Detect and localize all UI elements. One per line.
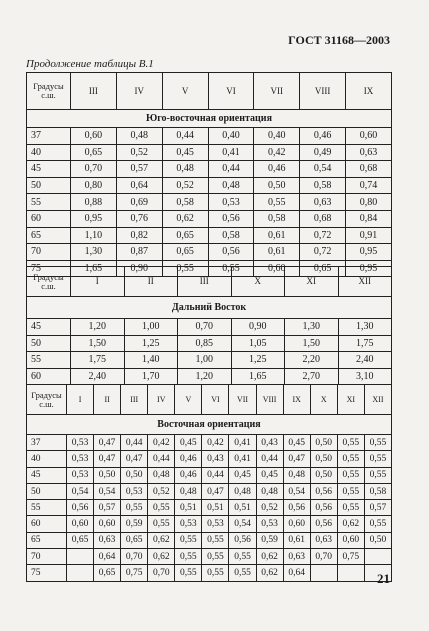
value-cell: 0,48 xyxy=(256,483,283,499)
value-cell: 0,60 xyxy=(94,516,121,532)
month-header: XII xyxy=(364,385,391,415)
latitude-cell: 40 xyxy=(27,451,67,467)
section-title: Юго-восточная ориентация xyxy=(27,110,392,128)
value-cell: 0,65 xyxy=(94,565,121,581)
value-cell: 0,46 xyxy=(175,451,202,467)
value-cell: 0,50 xyxy=(310,451,337,467)
value-cell: 2,70 xyxy=(285,368,339,385)
month-header: IV xyxy=(116,73,162,110)
latitude-cell: 75 xyxy=(27,565,67,581)
value-cell: 0,55 xyxy=(364,467,391,483)
latitude-header: Градусы с.ш. xyxy=(27,73,71,110)
value-cell: 0,60 xyxy=(337,532,364,548)
value-cell: 0,55 xyxy=(175,549,202,565)
value-cell: 0,63 xyxy=(300,194,346,211)
value-cell xyxy=(310,565,337,581)
value-cell: 1,65 xyxy=(71,260,117,277)
value-cell: 0,60 xyxy=(254,260,300,277)
value-cell: 0,49 xyxy=(300,144,346,161)
value-cell xyxy=(67,565,94,581)
table-row xyxy=(27,227,392,244)
value-cell: 0,48 xyxy=(148,467,175,483)
table-row xyxy=(27,128,392,145)
table-row xyxy=(27,516,392,532)
value-cell: 0,47 xyxy=(94,451,121,467)
value-cell: 0,58 xyxy=(162,194,208,211)
month-header: X xyxy=(310,385,337,415)
value-cell xyxy=(364,549,391,565)
value-cell: 0,57 xyxy=(364,500,391,516)
value-cell: 0,95 xyxy=(346,244,392,261)
value-cell: 0,41 xyxy=(229,435,256,451)
value-cell: 0,44 xyxy=(202,467,229,483)
value-cell: 0,48 xyxy=(175,483,202,499)
value-cell: 0,55 xyxy=(162,260,208,277)
value-cell: 0,47 xyxy=(94,435,121,451)
latitude-header: Градусы с.ш. xyxy=(27,267,71,297)
value-cell: 0,47 xyxy=(283,451,310,467)
value-cell: 0,60 xyxy=(283,516,310,532)
value-cell: 0,55 xyxy=(175,565,202,581)
month-header: VI xyxy=(202,385,229,415)
month-header: VII xyxy=(229,385,256,415)
value-cell: 0,41 xyxy=(229,451,256,467)
page-number: 21 xyxy=(377,571,390,586)
value-cell: 0,47 xyxy=(121,451,148,467)
month-header: VIII xyxy=(300,73,346,110)
value-cell: 1,25 xyxy=(231,352,285,369)
value-cell: 0,42 xyxy=(202,435,229,451)
table-row xyxy=(27,451,392,467)
value-cell: 0,48 xyxy=(162,161,208,178)
value-cell: 0,45 xyxy=(229,467,256,483)
document-code: ГОСТ 31168—2003 xyxy=(288,33,390,47)
value-cell: 0,62 xyxy=(162,210,208,227)
value-cell: 0,55 xyxy=(148,500,175,516)
value-cell: 1,70 xyxy=(124,368,178,385)
value-cell: 0,48 xyxy=(229,483,256,499)
value-cell: 0,55 xyxy=(337,451,364,467)
table-row xyxy=(27,210,392,227)
value-cell: 0,91 xyxy=(346,227,392,244)
value-cell: 0,43 xyxy=(202,451,229,467)
value-cell: 0,55 xyxy=(121,500,148,516)
table-far-east xyxy=(26,266,392,385)
table-row xyxy=(27,565,392,581)
value-cell: 1,50 xyxy=(285,335,339,352)
value-cell: 0,53 xyxy=(67,451,94,467)
value-cell: 1,65 xyxy=(231,368,285,385)
value-cell: 0,57 xyxy=(94,500,121,516)
value-cell: 0,52 xyxy=(256,500,283,516)
value-cell: 0,70 xyxy=(148,565,175,581)
month-header: III xyxy=(121,385,148,415)
value-cell: 0,54 xyxy=(283,483,310,499)
value-cell: 0,51 xyxy=(202,500,229,516)
value-cell: 0,54 xyxy=(94,483,121,499)
table-row xyxy=(27,144,392,161)
month-header: V xyxy=(175,385,202,415)
value-cell: 0,60 xyxy=(346,128,392,145)
value-cell: 0,52 xyxy=(162,177,208,194)
latitude-cell: 50 xyxy=(27,335,71,352)
value-cell: 0,84 xyxy=(346,210,392,227)
value-cell: 0,55 xyxy=(208,260,254,277)
value-cell: 0,55 xyxy=(337,500,364,516)
value-cell: 2,40 xyxy=(71,368,125,385)
value-cell: 1,10 xyxy=(71,227,117,244)
value-cell: 0,62 xyxy=(148,532,175,548)
value-cell: 0,55 xyxy=(337,435,364,451)
value-cell: 0,63 xyxy=(346,144,392,161)
value-cell: 0,57 xyxy=(116,161,162,178)
value-cell: 0,50 xyxy=(121,467,148,483)
table-row xyxy=(27,161,392,178)
value-cell: 1,75 xyxy=(338,335,392,352)
value-cell: 0,65 xyxy=(71,144,117,161)
value-cell: 0,53 xyxy=(256,516,283,532)
value-cell: 0,59 xyxy=(121,516,148,532)
value-cell: 0,42 xyxy=(254,144,300,161)
latitude-cell: 37 xyxy=(27,435,67,451)
month-header: VII xyxy=(254,73,300,110)
month-header: VI xyxy=(208,73,254,110)
value-cell: 0,50 xyxy=(254,177,300,194)
month-header: VIII xyxy=(256,385,283,415)
table-row xyxy=(27,368,392,385)
value-cell: 0,44 xyxy=(256,451,283,467)
value-cell: 0,55 xyxy=(364,435,391,451)
table-continuation-caption: Продолжение таблицы В.1 xyxy=(26,58,154,70)
value-cell: 0,48 xyxy=(116,128,162,145)
value-cell: 0,45 xyxy=(175,435,202,451)
value-cell: 0,65 xyxy=(162,244,208,261)
value-cell: 1,30 xyxy=(338,319,392,336)
value-cell: 0,87 xyxy=(116,244,162,261)
table-row xyxy=(27,435,392,451)
month-header: IX xyxy=(283,385,310,415)
value-cell: 1,50 xyxy=(71,335,125,352)
value-cell: 0,45 xyxy=(283,435,310,451)
value-cell: 0,53 xyxy=(121,483,148,499)
value-cell: 0,61 xyxy=(254,244,300,261)
value-cell: 0,59 xyxy=(256,532,283,548)
month-header: II xyxy=(124,267,178,297)
month-header: V xyxy=(162,73,208,110)
value-cell: 0,48 xyxy=(283,467,310,483)
value-cell: 0,56 xyxy=(283,500,310,516)
value-cell: 1,20 xyxy=(178,368,232,385)
section-row xyxy=(27,297,392,319)
value-cell: 2,40 xyxy=(338,352,392,369)
latitude-cell: 75 xyxy=(27,260,71,277)
value-cell: 0,55 xyxy=(202,565,229,581)
value-cell: 0,50 xyxy=(364,532,391,548)
value-cell: 0,44 xyxy=(162,128,208,145)
month-header: I xyxy=(71,267,125,297)
value-cell xyxy=(67,549,94,565)
value-cell: 0,56 xyxy=(208,210,254,227)
month-header: IX xyxy=(346,73,392,110)
value-cell: 1,30 xyxy=(71,244,117,261)
value-cell: 0,46 xyxy=(175,467,202,483)
value-cell: 0,64 xyxy=(116,177,162,194)
header-row xyxy=(27,267,392,297)
value-cell: 0,53 xyxy=(67,467,94,483)
value-cell: 0,68 xyxy=(300,210,346,227)
value-cell: 0,60 xyxy=(67,516,94,532)
table-southeast-orientation xyxy=(26,72,392,277)
value-cell: 0,90 xyxy=(116,260,162,277)
value-cell: 0,65 xyxy=(300,260,346,277)
value-cell: 0,75 xyxy=(121,565,148,581)
value-cell: 0,61 xyxy=(283,532,310,548)
value-cell: 0,54 xyxy=(300,161,346,178)
latitude-cell: 40 xyxy=(27,144,71,161)
value-cell: 0,43 xyxy=(256,435,283,451)
value-cell: 0,44 xyxy=(208,161,254,178)
value-cell: 0,55 xyxy=(202,532,229,548)
latitude-cell: 65 xyxy=(27,227,71,244)
value-cell: 0,80 xyxy=(71,177,117,194)
value-cell: 0,70 xyxy=(71,161,117,178)
latitude-cell: 65 xyxy=(27,532,67,548)
value-cell: 0,88 xyxy=(71,194,117,211)
value-cell: 0,62 xyxy=(256,549,283,565)
value-cell: 0,95 xyxy=(71,210,117,227)
latitude-cell: 70 xyxy=(27,549,67,565)
value-cell: 0,51 xyxy=(175,500,202,516)
value-cell: 0,56 xyxy=(67,500,94,516)
latitude-cell: 55 xyxy=(27,500,67,516)
value-cell: 0,40 xyxy=(254,128,300,145)
section-row xyxy=(27,110,392,128)
value-cell: 1,20 xyxy=(71,319,125,336)
value-cell: 0,56 xyxy=(310,516,337,532)
value-cell: 0,53 xyxy=(208,194,254,211)
month-header: III xyxy=(71,73,117,110)
latitude-cell: 45 xyxy=(27,319,71,336)
value-cell: 0,69 xyxy=(116,194,162,211)
value-cell: 0,72 xyxy=(300,227,346,244)
value-cell: 0,40 xyxy=(208,128,254,145)
table-row xyxy=(27,194,392,211)
value-cell: 0,55 xyxy=(337,467,364,483)
value-cell: 0,50 xyxy=(94,467,121,483)
value-cell: 0,51 xyxy=(229,500,256,516)
latitude-header: Градусы с.ш. xyxy=(27,385,67,415)
value-cell: 0,85 xyxy=(178,335,232,352)
section-title: Восточная ориентация xyxy=(27,415,392,435)
value-cell: 0,56 xyxy=(229,532,256,548)
value-cell: 0,60 xyxy=(71,128,117,145)
month-header: X xyxy=(231,267,285,297)
value-cell: 0,76 xyxy=(116,210,162,227)
value-cell: 0,55 xyxy=(337,483,364,499)
value-cell: 0,50 xyxy=(310,467,337,483)
value-cell: 0,75 xyxy=(337,549,364,565)
value-cell: 0,90 xyxy=(231,319,285,336)
month-header: II xyxy=(94,385,121,415)
value-cell: 0,55 xyxy=(148,516,175,532)
value-cell: 0,50 xyxy=(310,435,337,451)
value-cell: 1,25 xyxy=(124,335,178,352)
value-cell: 0,58 xyxy=(364,483,391,499)
table-row xyxy=(27,244,392,261)
value-cell: 1,05 xyxy=(231,335,285,352)
value-cell: 0,45 xyxy=(162,144,208,161)
latitude-cell: 50 xyxy=(27,483,67,499)
latitude-cell: 37 xyxy=(27,128,71,145)
month-header: XII xyxy=(338,267,392,297)
latitude-cell: 55 xyxy=(27,352,71,369)
value-cell: 1,00 xyxy=(124,319,178,336)
value-cell: 0,70 xyxy=(310,549,337,565)
header-row xyxy=(27,73,392,110)
month-header: I xyxy=(67,385,94,415)
value-cell: 0,56 xyxy=(208,244,254,261)
value-cell: 0,82 xyxy=(116,227,162,244)
value-cell: 0,47 xyxy=(202,483,229,499)
value-cell: 0,63 xyxy=(94,532,121,548)
value-cell: 0,56 xyxy=(310,483,337,499)
value-cell: 0,58 xyxy=(208,227,254,244)
value-cell: 0,42 xyxy=(148,435,175,451)
value-cell: 0,62 xyxy=(337,516,364,532)
table-row xyxy=(27,467,392,483)
value-cell: 0,62 xyxy=(256,565,283,581)
value-cell: 0,53 xyxy=(202,516,229,532)
month-header: XI xyxy=(285,267,339,297)
table-row xyxy=(27,500,392,516)
value-cell: 0,52 xyxy=(116,144,162,161)
month-header: XI xyxy=(337,385,364,415)
value-cell: 0,55 xyxy=(202,549,229,565)
table-row xyxy=(27,335,392,352)
section-title: Дальний Восток xyxy=(27,297,392,319)
value-cell: 0,44 xyxy=(121,435,148,451)
value-cell: 1,00 xyxy=(178,352,232,369)
value-cell: 0,80 xyxy=(346,194,392,211)
latitude-cell: 60 xyxy=(27,368,71,385)
value-cell: 0,95 xyxy=(346,260,392,277)
month-header: IV xyxy=(148,385,175,415)
value-cell: 0,46 xyxy=(300,128,346,145)
value-cell: 0,65 xyxy=(67,532,94,548)
value-cell: 0,46 xyxy=(254,161,300,178)
value-cell: 0,54 xyxy=(229,516,256,532)
value-cell: 1,30 xyxy=(285,319,339,336)
value-cell: 0,61 xyxy=(254,227,300,244)
value-cell: 0,72 xyxy=(300,244,346,261)
latitude-cell: 50 xyxy=(27,177,71,194)
value-cell: 1,40 xyxy=(124,352,178,369)
value-cell: 0,48 xyxy=(208,177,254,194)
value-cell: 0,65 xyxy=(121,532,148,548)
value-cell: 3,10 xyxy=(338,368,392,385)
value-cell: 0,65 xyxy=(162,227,208,244)
value-cell: 0,41 xyxy=(208,144,254,161)
value-cell: 1,75 xyxy=(71,352,125,369)
section-row xyxy=(27,415,392,435)
latitude-cell: 45 xyxy=(27,161,71,178)
table-row xyxy=(27,352,392,369)
latitude-cell: 60 xyxy=(27,210,71,227)
latitude-cell: 55 xyxy=(27,194,71,211)
value-cell: 0,45 xyxy=(256,467,283,483)
value-cell: 0,55 xyxy=(254,194,300,211)
value-cell: 0,55 xyxy=(364,516,391,532)
value-cell: 0,70 xyxy=(178,319,232,336)
value-cell: 0,62 xyxy=(148,549,175,565)
value-cell: 0,68 xyxy=(346,161,392,178)
value-cell: 0,70 xyxy=(121,549,148,565)
header-row xyxy=(27,385,392,415)
value-cell: 0,64 xyxy=(283,565,310,581)
value-cell: 0,52 xyxy=(148,483,175,499)
month-header: III xyxy=(178,267,232,297)
value-cell: 0,53 xyxy=(175,516,202,532)
value-cell xyxy=(337,565,364,581)
value-cell: 0,55 xyxy=(229,549,256,565)
table-row xyxy=(27,483,392,499)
value-cell: 0,63 xyxy=(310,532,337,548)
table-row xyxy=(27,532,392,548)
value-cell: 0,55 xyxy=(175,532,202,548)
table-row xyxy=(27,319,392,336)
table-row xyxy=(27,177,392,194)
value-cell: 0,54 xyxy=(67,483,94,499)
latitude-cell: 45 xyxy=(27,467,67,483)
value-cell: 2,20 xyxy=(285,352,339,369)
latitude-cell: 70 xyxy=(27,244,71,261)
value-cell: 0,53 xyxy=(67,435,94,451)
value-cell: 0,44 xyxy=(148,451,175,467)
value-cell: 0,64 xyxy=(94,549,121,565)
value-cell: 0,56 xyxy=(310,500,337,516)
table-east-orientation xyxy=(26,384,392,582)
value-cell: 0,55 xyxy=(364,451,391,467)
value-cell: 0,55 xyxy=(229,565,256,581)
latitude-cell: 60 xyxy=(27,516,67,532)
value-cell: 0,74 xyxy=(346,177,392,194)
value-cell: 0,58 xyxy=(300,177,346,194)
value-cell: 0,63 xyxy=(283,549,310,565)
value-cell: 0,58 xyxy=(254,210,300,227)
table-row xyxy=(27,549,392,565)
